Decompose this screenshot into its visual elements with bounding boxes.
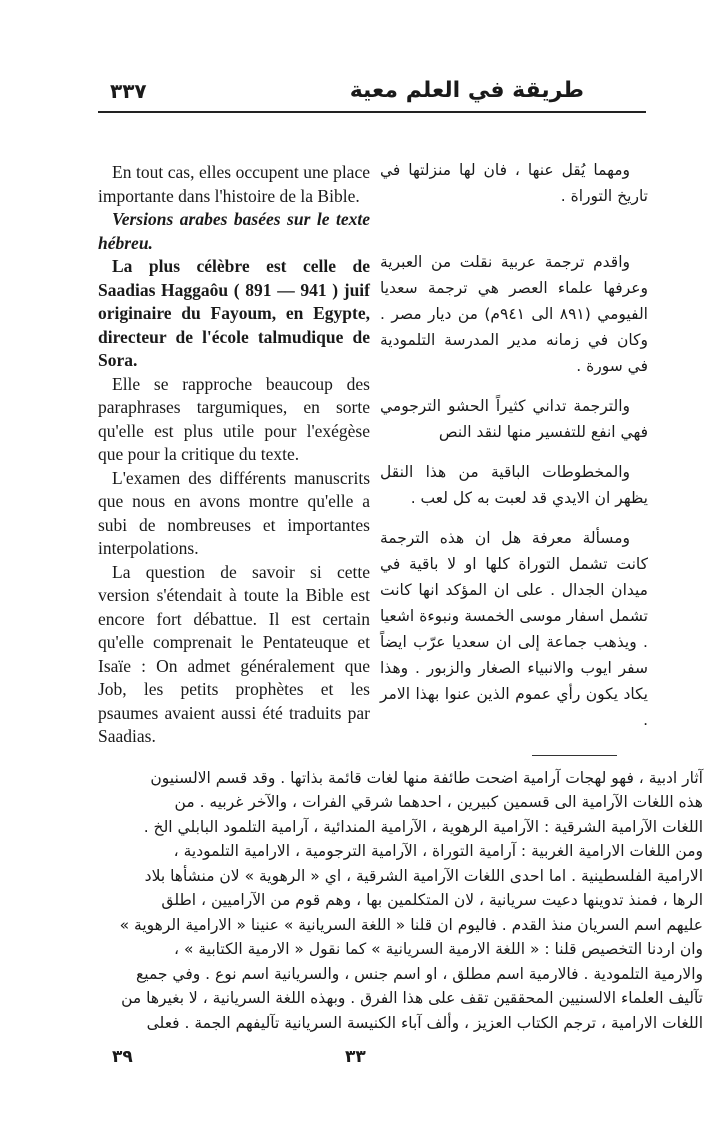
running-header [98,78,646,103]
arabic-paragraph-3: والترجمة تداني كثيراً الحشو الترجومي فهي انفع للتفسير منها لنقد النص [380,397,648,441]
french-subheading: Versions arabes basées sur le texte hébreu. [98,209,370,253]
two-column-section [98,161,698,749]
header-rule [98,111,646,113]
section-rule [532,755,617,756]
page-footer [98,1047,698,1073]
arabic-paragraph-1: ومهما يُقل عنها ، فان لها منزلتها في تاريخ التوراة . [380,161,648,205]
text-line: هذه اللغات الآرامية الى قسمين كبيرين ، احدهما شرقي الفرات ، والآخر غربيه . من [174,793,703,811]
arabic-column [380,157,648,747]
french-paragraph: L'examen des différents manuscrits que nous en avons montre qu'elle a subi de nombreuses et importantes interpolations. [98,467,370,558]
running-header-title: طريقة في العلم معية [349,78,584,103]
french-paragraph: En tout cas, elles occupent une place importante dans l'histoire de la Bible. [98,162,370,206]
text-line: الارامية الفلسطينية . اما احدى اللغات الآرامية الشرقية ، اي « الرهوية » لان منشأها بلاد [144,866,703,885]
arabic-paragraph-5: ومسألة معرفة هل ان هذه الترجمة كانت تشمل التوراة كلها او لا باقية في ميدان الجدال . على ان المؤكد انها كانت تشمل اسفار موسى الخمسة ونبوءة اشعيا . ويذهب جماعة إلى ان سعديا عرّب ايضاً سفر ايوب والانبياء الصغار والزبور . وهذا يكاد يكون رأي عموم الذين عنوا بهذا الامر . [380,529,648,729]
french-paragraph: Elle se rapproche beaucoup des paraphrases targumiques, en sorte qu'elle est plus utile pour l'exégèse que pour la critique du texte. [98,373,370,464]
text-line: آثار ادبية ، فهو لهجات آرامية اضحت طائفة منها لغات قائمة بذاتها . وقد قسم الالسنيون [150,768,703,787]
arabic-paragraph-2: واقدم ترجمة عربية نقلت من العبرية وعرفها علماء العصر هي ترجمة سعديا الفيومي (٨٩١ الى ٩٤١م) من ديار مصر . وكان في زمانه مدير المدرسة التلمودية في سورة . [380,253,648,375]
text-line: عليهم اسم السريان منذ القدم . فاليوم ان قلنا « اللغة السريانية » عنينا « الارامية الرهوية » [119,915,703,934]
footer-left-number: ٣٩ [112,1047,133,1067]
arabic-paragraph-4: والمخطوطات الباقية من هذا النقل يظهر ان الايدي قد لعبت به كل لعب . [380,463,648,507]
text-line: اللغات الارامية ، ترجم الكتاب العزيز ، وألف آباء الكنيسة السريانية تآليفهم الجمة . فعلى [146,1013,703,1032]
text-line: وان اردنا التخصيص قلنا : « اللغة الارمية السريانية » كما نقول « الارمية الكتابية » ، [174,940,703,958]
french-paragraph: La question de savoir si cette version s'étendait à toute la Bible est encore fort débattue. Il est certain qu'elle comprenait le Pentateuque et Isaïe : On admet généralement que Job, les petits prophètes et les psaumes avaient aussi été traduits par Saadias. [98,561,370,746]
french-paragraph-text: La plus célèbre est celle de Saadias Haggaôu ( 891 — 941 ) juif originaire du Fayoum, en Egypte, directeur de l'école talmudique de Sora. [98,256,370,370]
bottom-text-block [98,766,703,1036]
text-line: ومن اللغات الارامية الغربية : آرامية التوراة ، الآرامية الترجومية ، الارامية التلمودية ، [173,842,703,860]
text-line: تآليف العلماء الالسنيين المحققين تقف على هذا الفرق . وبهذه اللغة السريانية ، لا بغيرها من [121,989,703,1007]
page-number: ٣٣٧ [110,79,147,103]
french-column [98,161,370,749]
footer-center-number: ٣٣ [345,1047,366,1067]
text-line: والارمية التلمودية . فالارمية اسم مطلق ، او اسم جنس ، والسريانية اسم نوع . وفي جميع [136,964,703,983]
text-line: الرها ، فمنذ تدوينها دعيت سريانية ، لان المتكلمين بها ، وهم قوم من الآراميين ، اطلق [161,891,703,909]
text-line: اللغات الآرامية الشرقية : الآرامية الرهوية ، الآرامية المندائية ، آرامية التلمود البابلي الخ . [143,817,703,836]
french-paragraph [98,255,370,373]
